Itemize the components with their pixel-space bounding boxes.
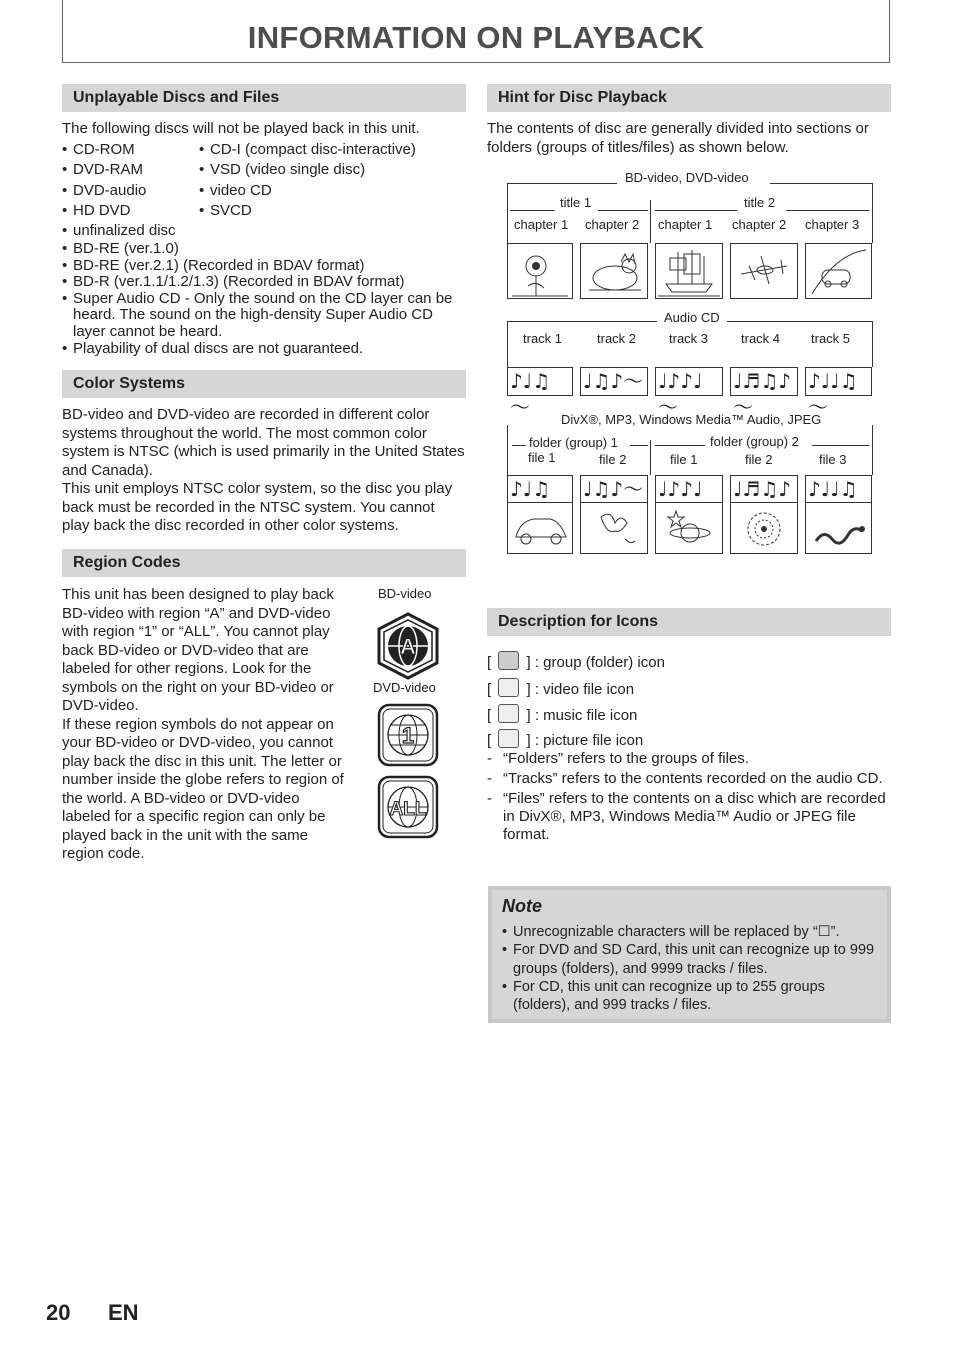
chapter-label: chapter 2 [732, 217, 787, 232]
icon-legend-text: ] : group (folder) icon [526, 654, 665, 671]
music-file-tile: ♪♩♩♫ [805, 475, 872, 504]
chapter-label: chapter 2 [585, 217, 640, 232]
music-track-tile: ♪♩♫ ～ [507, 367, 573, 396]
list-item: BD-R (ver.1.1/1.2/1.3) (Recorded in BDAV format) [73, 273, 405, 291]
dvd-region-symbol-all: ALL [389, 799, 427, 820]
list-item: CD-I (compact disc-interactive) [210, 141, 416, 158]
picture-file-tile [580, 502, 648, 554]
icon-legend-text: ] : video file icon [526, 681, 635, 698]
language-label: EN [108, 1300, 139, 1325]
list-item: For CD, this unit can recognize up to 255 groups (folders), and 999 tracks / files. [513, 978, 825, 1014]
chapter-thumbnail [805, 243, 872, 299]
chapter-thumbnail [580, 243, 648, 299]
video-file-icon [498, 678, 519, 697]
icon-legend-row [487, 651, 891, 673]
folder2-arrow-left [655, 445, 705, 446]
list-item: Super Audio CD - Only the sound on the CD layer can be heard. The sound on the high-density Super Audio CD layer cannot be heard. [73, 289, 453, 340]
list-item: DVD-audio [73, 181, 147, 199]
list-item: “Tracks” refers to the contents recorded on the audio CD. [503, 770, 883, 787]
hint-intro: The contents of disc are generally divided into sections or folders (groups of titles/files) as shown below. [487, 120, 869, 156]
chapter-thumbnail [730, 243, 798, 299]
list-item: CD-ROM [73, 141, 135, 158]
divx-left-edge [507, 425, 508, 475]
hint-heading: Hint for Disc Playback [487, 84, 891, 112]
title1-arrow-left [510, 210, 555, 211]
list-item: “Files” refers to the contents on a disc which are recorded in DivX®, MP3, Windows Media™ Audio or JPEG file format. [503, 790, 886, 843]
file-label: file 3 [819, 452, 847, 467]
music-file-icon [498, 704, 519, 723]
unplayable-right-list: • CD-I (compact disc-interactive) • VSD (video single disc) • video CD • SVCD [199, 140, 465, 221]
bd-left-edge [507, 183, 508, 243]
list-item: For DVD and SD Card, this unit can recognize up to 999 groups (folders), and 9999 tracks / files. [513, 942, 875, 977]
folder1-arrow-right [630, 445, 648, 446]
music-track-tile: ♪♩♩♫～ [805, 367, 872, 396]
file-label: file 1 [528, 450, 556, 465]
color-systems-text [62, 406, 466, 536]
region-codes-text [62, 586, 352, 864]
icon-legend-text: ] : picture file icon [526, 732, 644, 749]
cd-right-edge [872, 321, 873, 367]
chapter-label: chapter 1 [658, 217, 713, 232]
cd-bracket-left [507, 321, 657, 322]
music-file-tile: ♩♪♪♩ [655, 475, 723, 504]
region-codes-heading: Region Codes [62, 549, 466, 577]
color-systems-p1: BD-video and DVD-video are recorded in different color systems throughout the world. The most common color system is NTSC (which is used primarily in the United States and Canada). [62, 406, 465, 479]
bd-top-bracket-right [770, 183, 872, 184]
page-title-box [62, 0, 890, 63]
bd-dvd-label: BD-video, DVD-video [625, 170, 749, 185]
icon-legend-row [487, 729, 891, 751]
bd-region-a-icon [376, 612, 440, 680]
list-item: HD DVD [73, 201, 131, 219]
file-label: file 2 [745, 452, 773, 467]
track-label: track 5 [811, 331, 851, 346]
bd-region-symbol: A [400, 634, 416, 659]
picture-file-tile [730, 502, 798, 554]
title2-arrow-right [786, 210, 869, 211]
list-item: DVD-RAM [73, 161, 143, 179]
track-label: track 4 [741, 331, 781, 346]
icons-notes-list: - “Folders” refers to the groups of files. - “Tracks” refers to the contents recorded on the audio CD. - “Files” refers to the contents on a disc which are recorded in DivX®, MP3, Windows Media™ Audio or JPEG file format. [487, 750, 891, 844]
bracket: [ [487, 707, 492, 724]
region-codes-p1: This unit has been designed to play back BD-video with region “A” and DVD-video with region “1” or “ALL”. You cannot play back BD-video or DVD-video that are labeled for other regions. Look for the symbols on the right on your BD-video or DVD-video. [62, 586, 334, 714]
icon-legend-row [487, 678, 891, 700]
unplayable-heading: Unplayable Discs and Files [62, 84, 466, 112]
music-track-tile: ♩♪♪♩～ [655, 367, 723, 396]
dvd-region-all-icon [377, 775, 439, 839]
list-item: VSD (video single disc) [210, 161, 366, 179]
picture-file-icon [498, 729, 519, 748]
color-systems-p2: This unit employs NTSC color system, so the disc you play back must be recorded in the NTSC system. You cannot play back the disc recorded in other color systems. [62, 480, 453, 534]
list-item: BD-RE (ver.2.1) (Recorded in BDAV format) [73, 256, 365, 274]
divx-label: DivX®, MP3, Windows Media™ Audio, JPEG [561, 412, 822, 427]
bd-right-edge [872, 183, 873, 243]
bd-video-label: BD-video [378, 586, 432, 601]
page-title: INFORMATION ON PLAYBACK [247, 20, 705, 55]
picture-file-tile [507, 502, 573, 554]
file-label: file 2 [599, 452, 627, 467]
region-codes-p2: If these region symbols do not appear on your BD-video or DVD-video, you cannot play back the disc in this unit. The letter or number inside the globe refers to region of the world. A BD-video or DVD-video labeled for a specific region can only be played back in the unit with the same region code. [62, 715, 344, 862]
bd-title-divider [650, 200, 651, 243]
icons-heading: Description for Icons [487, 608, 891, 636]
icon-legend-text: ] : music file icon [526, 707, 638, 724]
picture-file-tile [805, 502, 872, 554]
music-track-tile: ♩♬♫♪～ [730, 367, 798, 396]
title-1-label: title 1 [560, 195, 592, 210]
cd-bracket-right [727, 321, 872, 322]
chapter-label: chapter 3 [805, 217, 860, 232]
folder2-arrow-right [812, 445, 869, 446]
bracket: [ [487, 654, 492, 671]
divx-right-edge [872, 425, 873, 475]
note-list: • Unrecognizable characters will be replaced by “☐”. • For DVD and SD Card, this unit can recognize up to 999 groups (folders), and 9999 tracks / files. • For CD, this unit can recognize up to 255 groups (folders), and 999 tracks / files. [502, 923, 877, 1014]
dvd-region-1-icon [377, 703, 439, 767]
track-label: track 1 [523, 331, 563, 346]
unplayable-list: • unfinalized disc • BD-RE (ver.1.0) • BD-RE (ver.2.1) (Recorded in BDAV format) • BD-R (ver.1.1/1.2/1.3) (Recorded in BDAV format) • Super Audio CD - Only the sound on the CD layer can be heard. The sound on the high-density Super Audio CD layer cannot be heard. • Playability of dual discs are not guaranteed. [62, 221, 466, 357]
unplayable-intro: The following discs will not be played back in this unit. [62, 120, 420, 137]
chapter-label: chapter 1 [514, 217, 569, 232]
title2-arrow-left [655, 210, 737, 211]
cd-left-edge [507, 321, 508, 367]
divx-folder-divider [650, 440, 651, 475]
title-2-label: title 2 [744, 195, 776, 210]
list-item: video CD [210, 181, 272, 199]
list-item: “Folders” refers to the groups of files. [503, 750, 749, 767]
page-number: 20 [46, 1300, 71, 1325]
title1-arrow-right [598, 210, 648, 211]
folder1-arrow-left [512, 445, 526, 446]
audio-cd-label: Audio CD [664, 310, 720, 325]
list-item: SVCD [210, 201, 252, 219]
folder-2-label: folder (group) 2 [710, 434, 799, 449]
note-box [488, 886, 891, 1023]
list-item: Playability of dual discs are not guaranteed. [73, 339, 364, 357]
bd-top-bracket-left [507, 183, 617, 184]
track-label: track 2 [597, 331, 637, 346]
music-track-tile: ♩♫♪～ [580, 367, 648, 396]
music-file-tile: ♩♬♫♪ [730, 475, 798, 504]
list-item: BD-RE (ver.1.0) [73, 240, 179, 257]
chapter-thumbnail [655, 243, 723, 299]
bracket: [ [487, 732, 492, 749]
bracket: [ [487, 681, 492, 698]
track-label: track 3 [669, 331, 709, 346]
chapter-thumbnail [507, 243, 573, 299]
folder-1-label: folder (group) 1 [529, 435, 618, 450]
dvd-region-symbol-1: 1 [401, 723, 415, 748]
folder-icon [498, 651, 519, 670]
unplayable-left-list: • CD-ROM • DVD-RAM • DVD-audio • HD DVD [62, 140, 202, 221]
dvd-video-label: DVD-video [373, 680, 436, 695]
color-systems-heading: Color Systems [62, 370, 466, 398]
list-item: unfinalized disc [73, 222, 176, 239]
music-file-tile: ♩♫♪～ [580, 475, 648, 504]
picture-file-tile [655, 502, 723, 554]
file-label: file 1 [670, 452, 698, 467]
icon-legend-row [487, 704, 891, 726]
note-heading: Note [502, 896, 542, 916]
music-file-tile: ♪♩♫ [507, 475, 573, 504]
list-item: Unrecognizable characters will be replaced by “☐”. [513, 924, 840, 940]
